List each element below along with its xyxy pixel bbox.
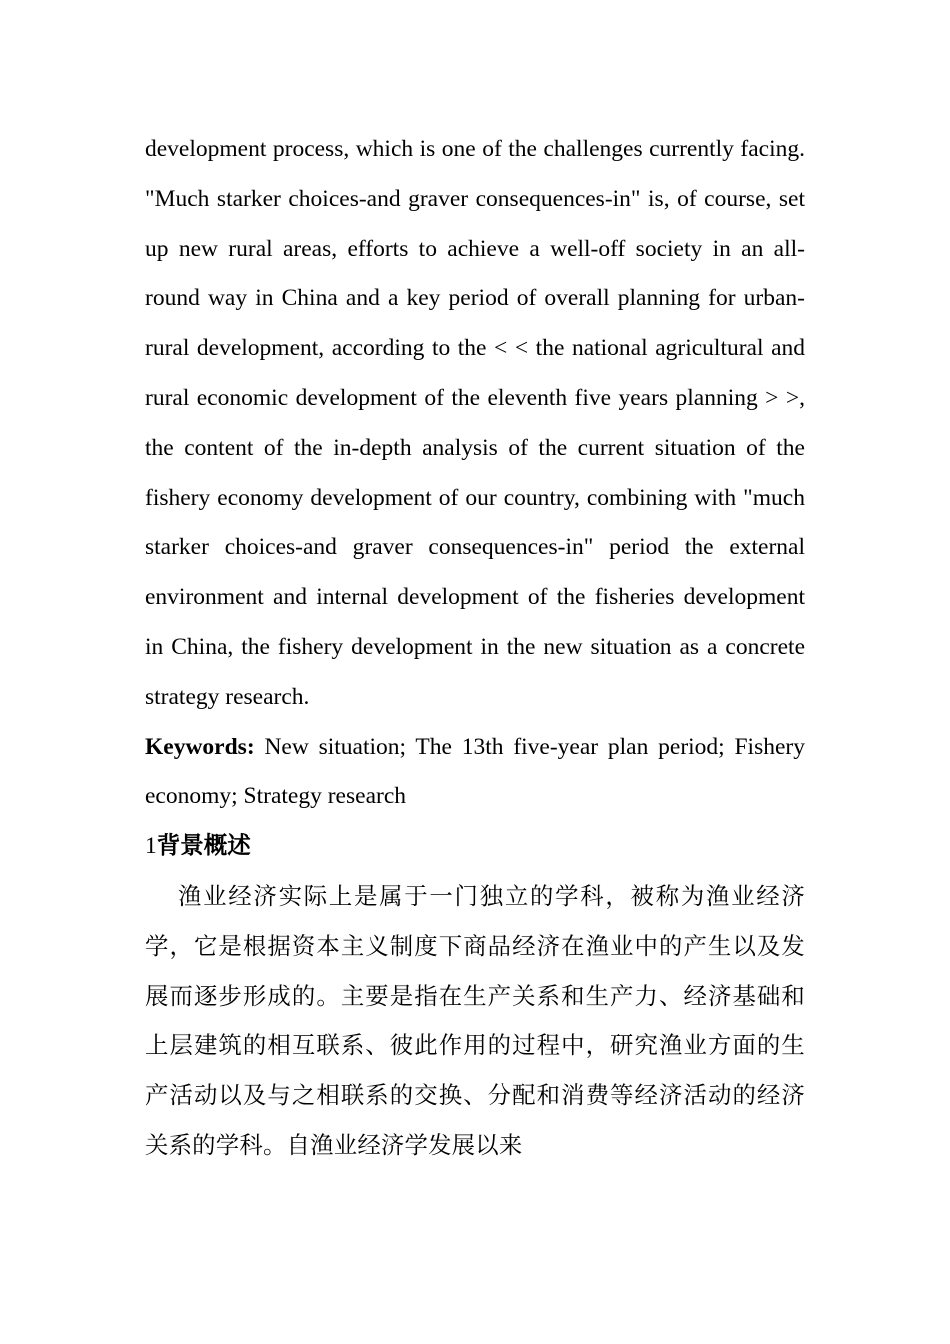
document-page (145, 125, 805, 1171)
section-heading (145, 822, 805, 872)
section-title: 背景概述 (156, 833, 251, 860)
section-number: 1 (145, 833, 157, 860)
abstract-paragraph: development process, which is one of the challenges currently facing. "Much starker choices-and graver consequences-in" is, of course, set up new rural areas, efforts to achieve a well-off society in an all-round way in China and a key period of overall planning for urban-rural development, according to the < < the national agricultural and rural economic development of the eleventh five years planning > >, the content of the in-depth analysis of the current situation of the fishery economy development of our country, combining with "much starker choices-and graver consequences-in" period the external environment and internal development of the fisheries development in China, the fishery development in the new situation as a concrete strategy research. (145, 136, 805, 710)
keywords-text: New situation; The 13th five-year plan period; Fishery economy; Strategy research (145, 733, 805, 810)
keywords-label: Keywords: (145, 733, 255, 760)
section-body-paragraph: 渔业经济实际上是属于一门独立的学科，被称为渔业经济学，它是根据资本主义制度下商品经济在渔业中的产生以及发展而逐步形成的。主要是指在生产关系和生产力、经济基础和上层建筑的相互联系、彼此作用的过程中，研究渔业方面的生产活动以及与之相联系的交换、分配和消费等经济活动的经济关系的学科。自渔业经济学发展以来 (145, 881, 805, 1159)
keywords-paragraph (145, 723, 805, 823)
